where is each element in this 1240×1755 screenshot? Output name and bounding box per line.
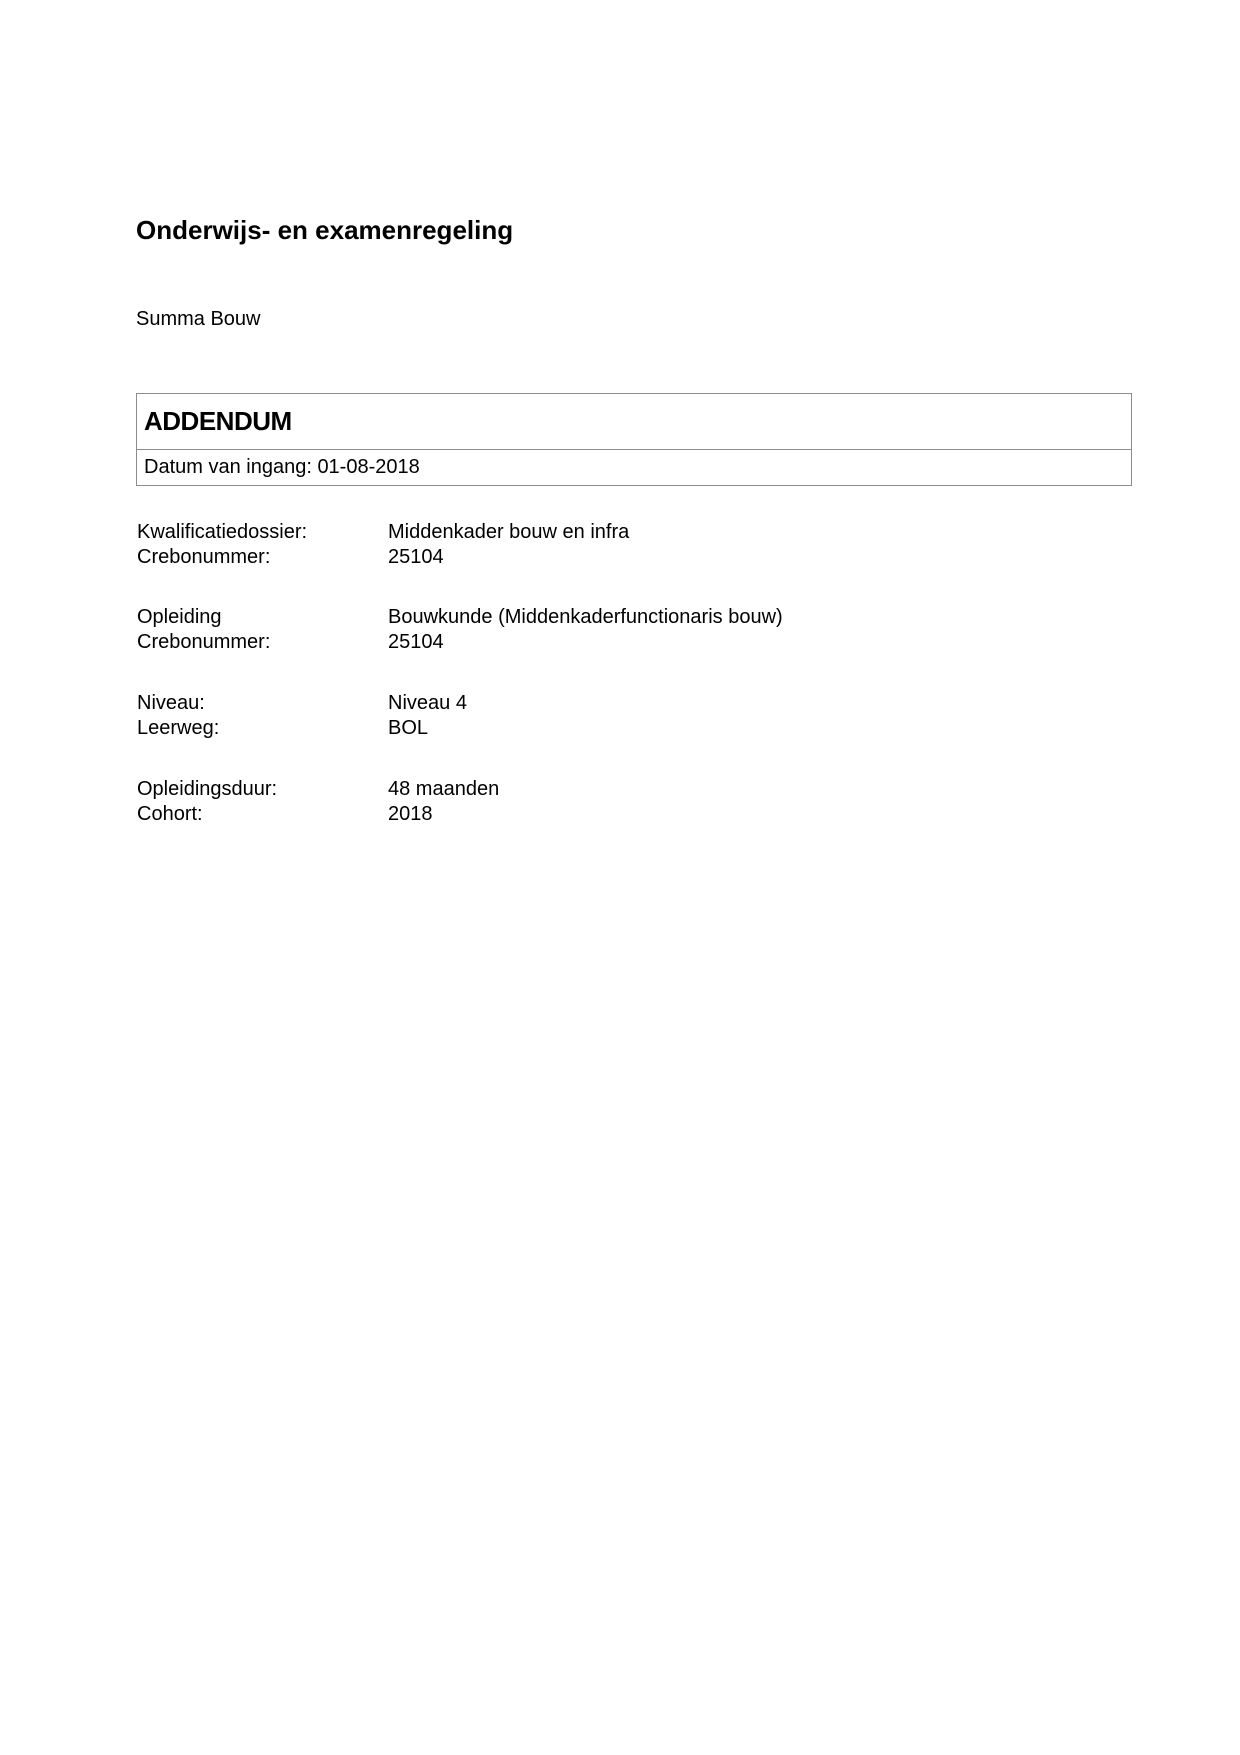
info-row — [137, 691, 1037, 716]
info-label: Crebonummer: — [137, 546, 271, 568]
info-row — [137, 777, 1037, 802]
info-label: Cohort: — [137, 803, 203, 825]
info-group-qualification — [137, 520, 1037, 570]
addendum-header — [137, 394, 1131, 450]
info-value: 48 maanden — [388, 778, 500, 800]
addendum-box — [136, 393, 1132, 486]
info-value: 25104 — [388, 546, 444, 568]
info-value: 25104 — [388, 631, 444, 653]
document-title: Onderwijs- en examenregeling — [136, 215, 514, 245]
organization-name: Summa Bouw — [136, 308, 261, 330]
info-row — [137, 520, 1037, 545]
info-value: Middenkader bouw en infra — [388, 521, 630, 543]
info-label: Crebonummer: — [137, 631, 271, 653]
info-label: Leerweg: — [137, 717, 220, 739]
info-group-program — [137, 605, 1037, 655]
info-value: Bouwkunde (Middenkaderfunctionaris bouw) — [388, 606, 783, 628]
info-label: Opleiding — [137, 606, 222, 628]
info-label: Opleidingsduur: — [137, 778, 278, 800]
info-value: Niveau 4 — [388, 692, 467, 714]
info-row — [137, 802, 1037, 827]
info-value: 2018 — [388, 803, 433, 825]
info-group-duration — [137, 777, 1037, 827]
info-row — [137, 630, 1037, 655]
info-row — [137, 545, 1037, 570]
info-label: Niveau: — [137, 692, 205, 714]
info-row — [137, 605, 1037, 630]
info-value: BOL — [388, 717, 429, 739]
info-row — [137, 716, 1037, 741]
addendum-heading: ADDENDUM — [144, 406, 292, 436]
addendum-effective-date: Datum van ingang: 01-08-2018 — [144, 456, 420, 478]
info-label: Kwalificatiedossier: — [137, 521, 308, 543]
info-group-level — [137, 691, 1037, 741]
